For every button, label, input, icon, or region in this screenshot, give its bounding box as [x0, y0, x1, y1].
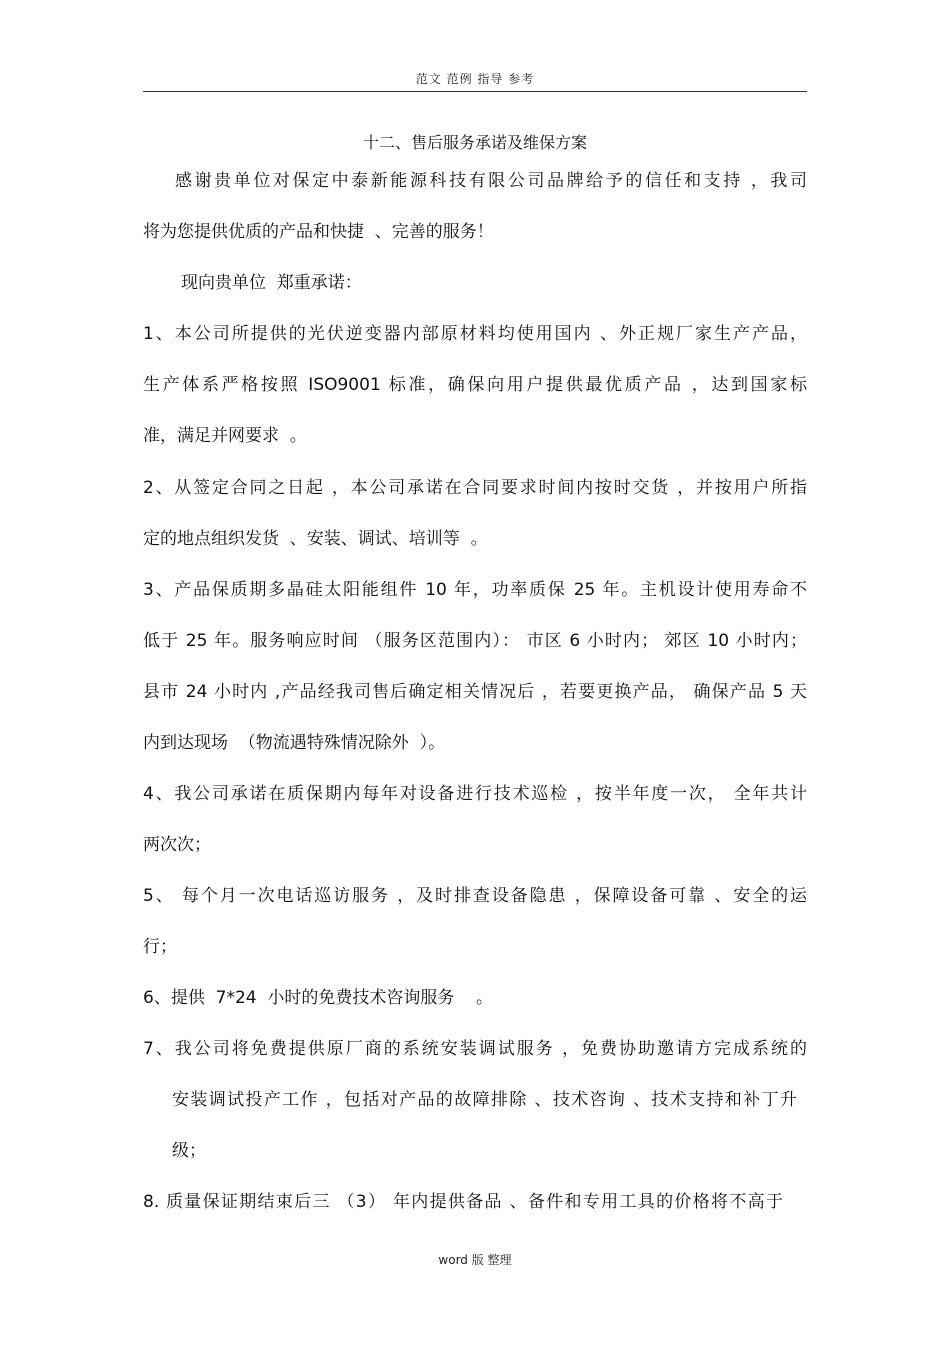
paragraph-line: 7、我公司将免费提供原厂商的系统安装调试服务 ，免费协助邀请方完成系统的	[143, 1039, 807, 1059]
paragraph-line: 现向贵单位 郑重承诺：	[181, 273, 362, 293]
paragraph-line: 行；	[143, 937, 177, 957]
paragraph-line: 两次次；	[143, 835, 211, 855]
paragraph-line: 2、从签定合同之日起 ，本公司承诺在合同要求时间内按时交货 ，并按用户所指	[143, 478, 807, 498]
paragraph-line: 感谢贵单位对保定中泰新能源科技有限公司品牌给予的信任和支持 ，我司	[175, 171, 807, 191]
page-footer: word 版 整理	[438, 1253, 512, 1267]
paragraph-line: 1、本公司所提供的光伏逆变器内部原材料均使用国内 、外正规厂家生产产品，	[143, 324, 807, 344]
document-title: 十二、售后服务承诺及维保方案	[362, 133, 587, 152]
paragraph-line: 将为您提供优质的产品和快捷 、完善的服务！	[143, 222, 494, 242]
paragraph-line: 低于 25 年。服务响应时间 （服务区范围内）： 市区 6 小时内； 郊区 10 小时内；	[143, 631, 807, 651]
paragraph-line: 生产体系严格按照 ISO9001 标准，确保向用户提供最优质产品 ，达到国家标	[143, 375, 807, 395]
paragraph-line: 6、提供 7*24 小时的免费技术咨询服务 。	[143, 988, 493, 1008]
paragraph-line: 3、产品保质期多晶硅太阳能组件 10 年，功率质保 25 年。主机设计使用寿命不	[143, 580, 807, 600]
paragraph-line: 8. 质量保证期结束后三 （3） 年内提供备品 、备件和专用工具的价格将不高于	[143, 1192, 783, 1212]
paragraph-line: 级；	[172, 1141, 206, 1161]
paragraph-line: 定的地点组织发货 、安装、调试、培训等 。	[143, 529, 488, 549]
header-divider	[143, 91, 807, 92]
page-header: 范文 范例 指导 参考	[415, 72, 535, 86]
paragraph-line: 县市 24 小时内 ,产品经我司售后确定相关情况后 ，若要更换产品， 确保产品 5 天	[143, 682, 807, 702]
paragraph-line: 4、我公司承诺在质保期内每年对设备进行技术巡检 ，按半年度一次， 全年共计	[143, 784, 807, 804]
paragraph-line: 准，满足并网要求 。	[143, 426, 307, 446]
paragraph-line: 5、 每个月一次电话巡访服务 ，及时排查设备隐患 ，保障设备可靠 、安全的运	[143, 886, 807, 906]
paragraph-line: 安装调试投产工作 ，包括对产品的故障排除 、技术咨询 、技术支持和补丁升	[172, 1090, 797, 1110]
paragraph-line: 内到达现场 （物流遇特殊情况除外 ）。	[143, 733, 446, 753]
